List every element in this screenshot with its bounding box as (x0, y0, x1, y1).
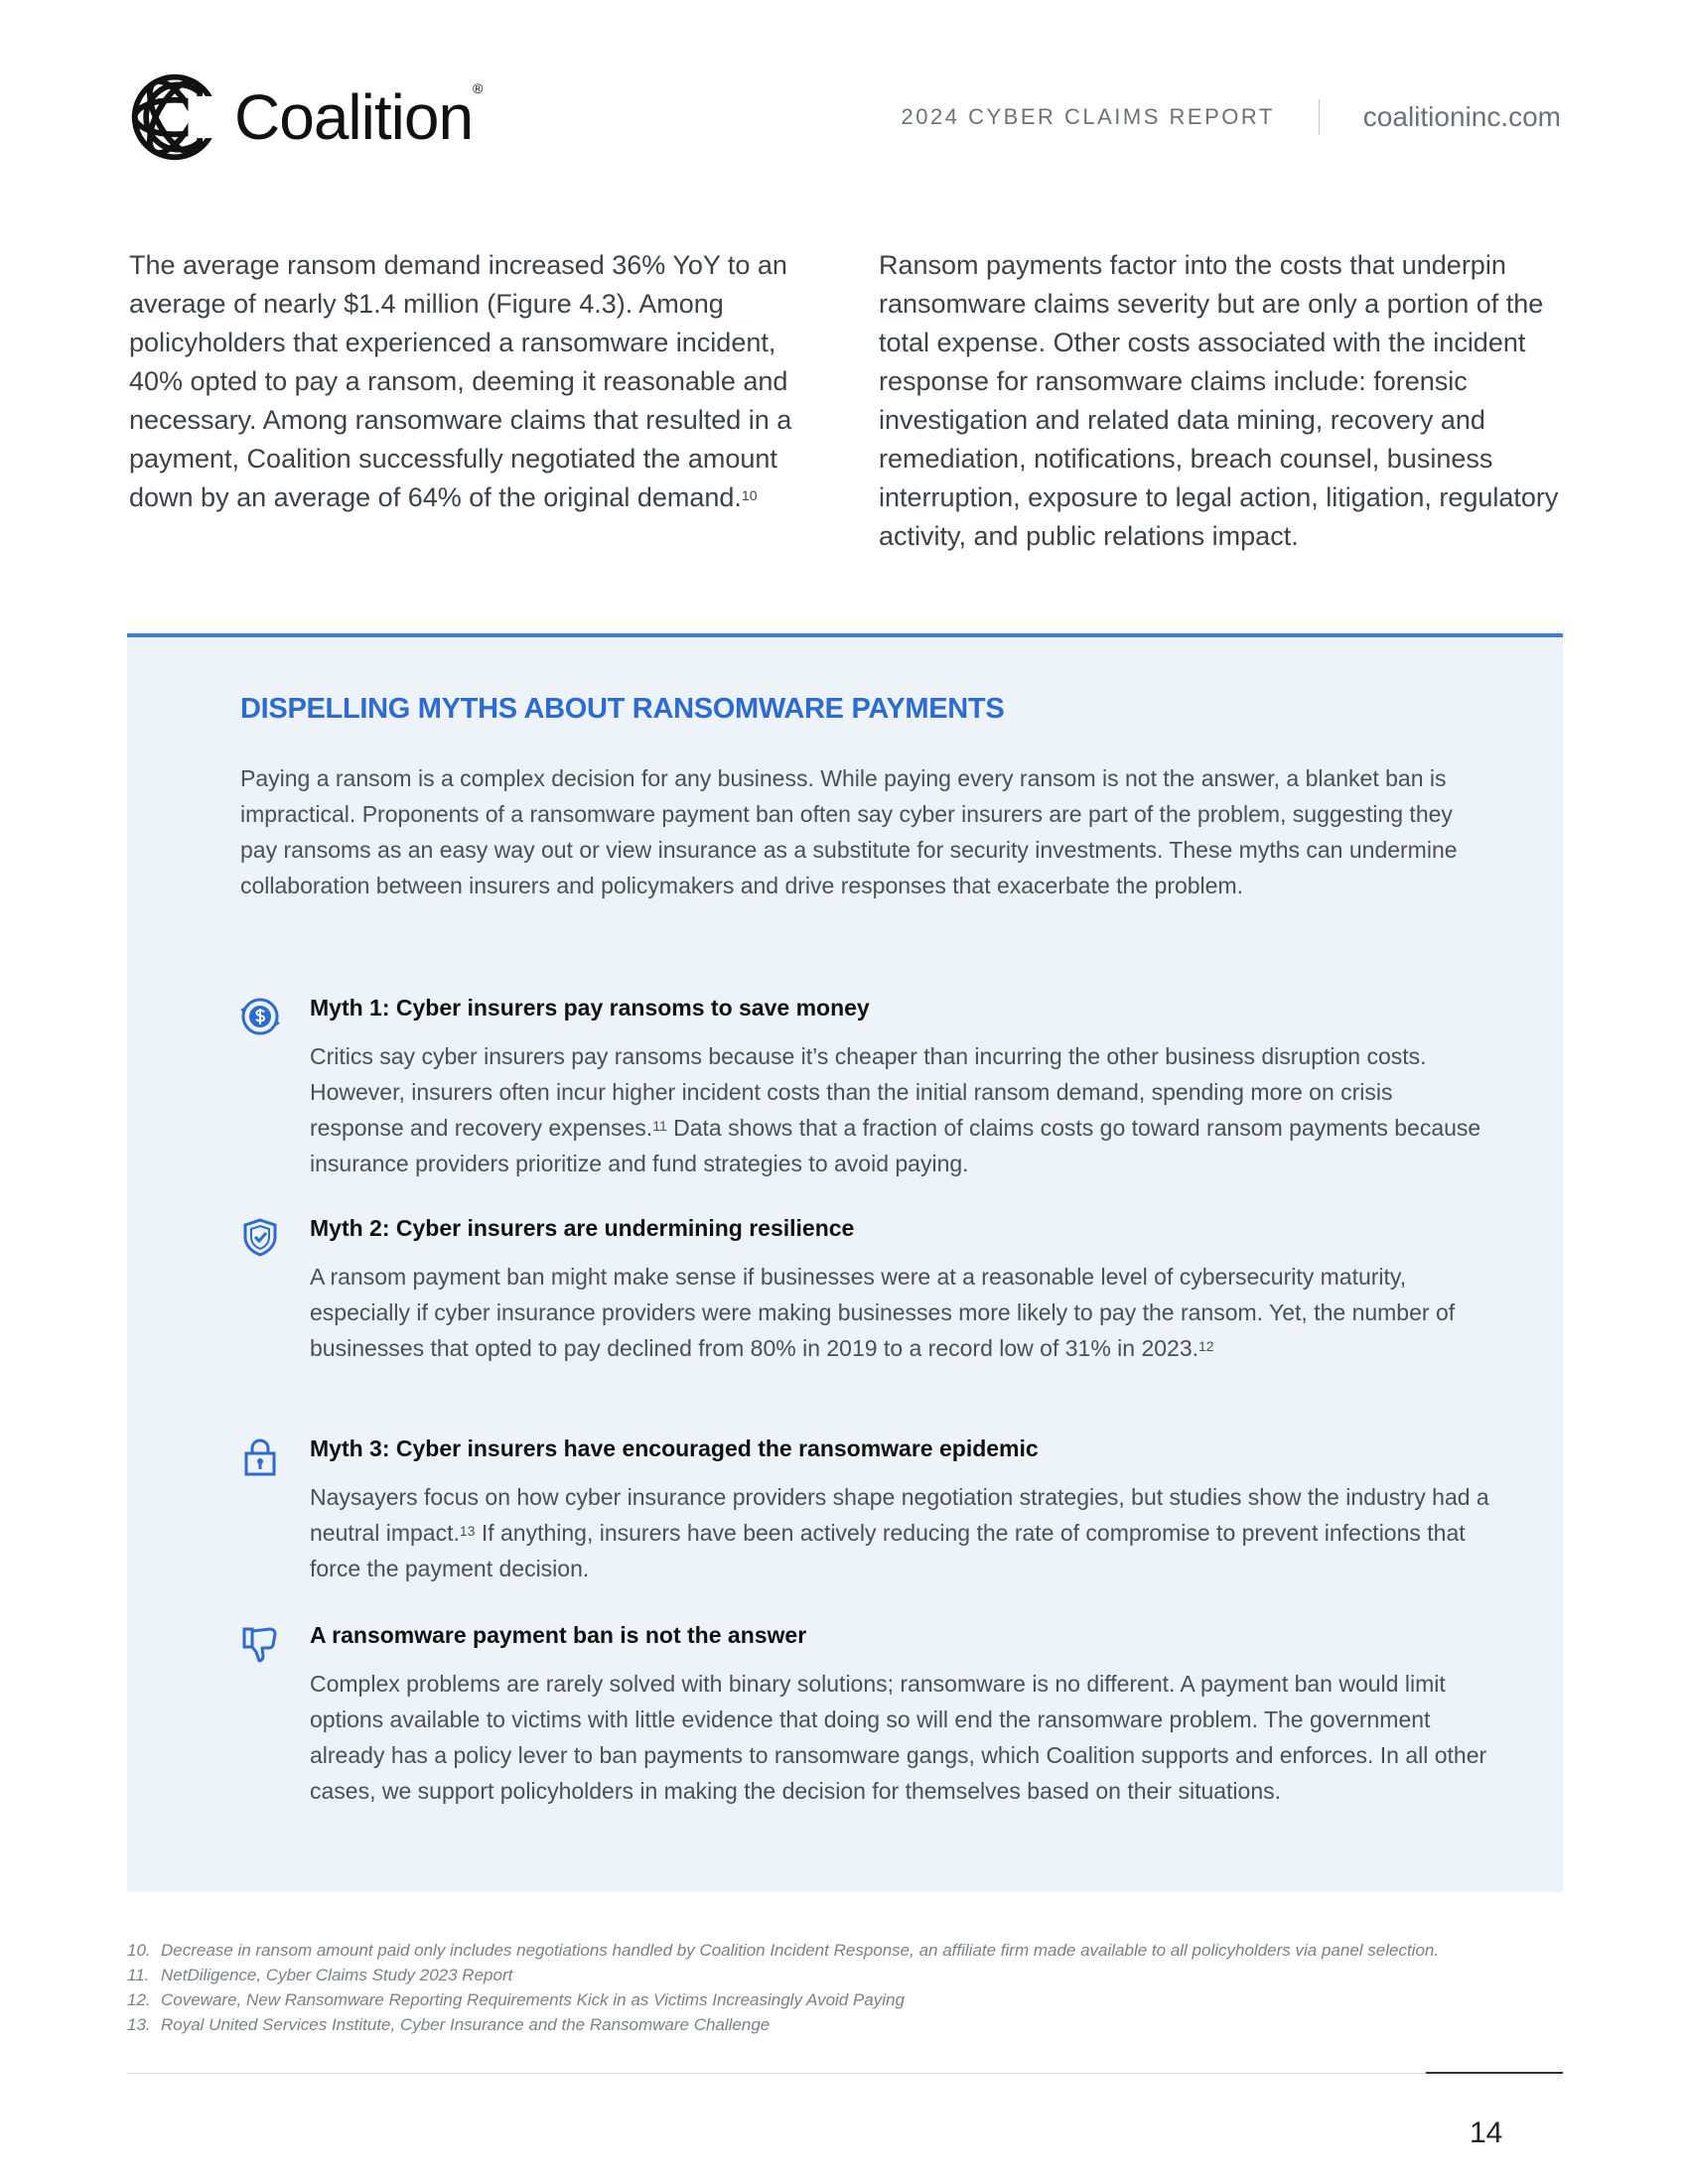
report-title: 2024 CYBER CLAIMS REPORT (901, 104, 1275, 129)
myth-body: A ransom payment ban might make sense if businesses were at a reasonable level of cybersecurity maturity, especially if cyber insurance providers were making businesses more likely to pay the ransom. Yet, the number of businesses that opted to pay declined from 80% in 2019 to a record low of 31% in 2023.12 (310, 1264, 1456, 1361)
myth-heading: Myth 1: Cyber insurers pay ransoms to save money (310, 995, 870, 1021)
myth-heading: A ransomware payment ban is not the answer (310, 1622, 807, 1648)
padlock-icon (240, 1437, 280, 1477)
myths-callout (127, 633, 1563, 1892)
coalition-logo-icon (127, 69, 222, 165)
footnotes (127, 1938, 1577, 2037)
coalition-logo[interactable] (127, 69, 482, 165)
myth-heading: Myth 3: Cyber insurers have encouraged the ransomware epidemic (310, 1435, 1039, 1461)
footnote: 13. Royal United Services Institute, Cyber Insurance and the Ransomware Challenge (127, 2015, 771, 2034)
header-meta (902, 99, 1561, 135)
myth-body: Complex problems are rarely solved with binary solutions; ransomware is no different. A payment ban would limit options available to victims with little evidence that doing so will end the ransomware problem. The government already has a policy lever to ban payments to ransomware gangs, which Coalition supports and enforces. In all other cases, we support policyholders in making the decision for themselves based on their situations. (310, 1671, 1487, 1804)
header-divider (1319, 99, 1320, 135)
site-link[interactable]: coalitioninc.com (1362, 101, 1561, 132)
myth-heading: Myth 2: Cyber insurers are undermining resilience (310, 1215, 855, 1241)
footnote-ref-12[interactable]: 12 (1198, 1338, 1214, 1354)
footnote: 11. NetDiligence, Cyber Claims Study 2023 Report (127, 1966, 513, 1984)
myth-body: Naysayers focus on how cyber insurance providers shape negotiation strategies, but studies show the industry had a neutral impact.$^{13}$ If anything, insurers have been actively reducing the rate of compromise to prevent infections that force the payment decision. (310, 1484, 1489, 1581)
shield-check-icon (240, 1217, 280, 1257)
intro-right-paragraph: Ransom payments factor into the costs that underpin ransomware claims severity but are only a portion of the total expense. Other costs associated with the incident response for ransomware claims include: forensic investigation and related data mining, recovery and remediation, notifications, breach counsel, business interruption, exposure to legal action, litigation, regulatory activity, and public relations impact. (879, 250, 1559, 551)
footnote-ref-10[interactable]: 10 (741, 487, 758, 503)
footnote: 10. Decrease in ransom amount paid only includes negotiations handled by Coalition Incident Response, an affiliate firm made available to all policyholders via panel selection. (127, 1941, 1440, 1960)
thumbs-down-icon (240, 1624, 280, 1664)
callout-intro: Paying a ransom is a complex decision for any business. While paying every ransom is not the answer, a blanket ban is impractical. Proponents of a ransomware payment ban often say cyber insurers are part of the problem, suggesting they pay ransoms as an easy way out or view insurance as a substitute for security investments. These myths can undermine collaboration between insurers and policymakers and drive responses that exacerbate the problem. (240, 765, 1458, 898)
footer-rule (127, 2073, 1563, 2074)
intro-left-paragraph: The average ransom demand increased 36% YoY to an average of nearly $1.4 million (Figure 4.3). Among policyholders that experienced a ransomware incident, 40% opted to pay a ransom, deeming it reasonable and necessary. Among ransomware claims that resulted in a payment, Coalition successfully negotiated the amount down by an average of 64% of the original demand.$^{10}$ (129, 250, 792, 512)
footer-rule-accent (1426, 2072, 1563, 2074)
trademark-mark: ® (473, 80, 483, 96)
callout-title: DISPELLING MYTHS ABOUT RANSOMWARE PAYMENTS (240, 693, 1005, 725)
page-number: 14 (1470, 2116, 1503, 2149)
dollar-coin-icon (240, 997, 280, 1036)
page-header (0, 0, 1688, 199)
myth-body: Critics say cyber insurers pay ransoms because it’s cheaper than incurring the other business disruption costs. However, insurers often incur higher incident costs than the initial ransom demand, spending more on crisis response and recovery expenses.$^{11}$ Data shows that a fraction of claims costs go toward ransom payments because insurance providers prioritize and fund strategies to avoid paying. (310, 1043, 1481, 1176)
brand-name: Coalition® (234, 80, 483, 153)
footnote-ref-13[interactable]: 13 (459, 1523, 476, 1539)
footnote: 12. Coveware, New Ransomware Reporting Requirements Kick in as Victims Increasingly Avoid Paying (127, 1990, 905, 2009)
footnote-ref-11[interactable]: 11 (652, 1118, 667, 1134)
